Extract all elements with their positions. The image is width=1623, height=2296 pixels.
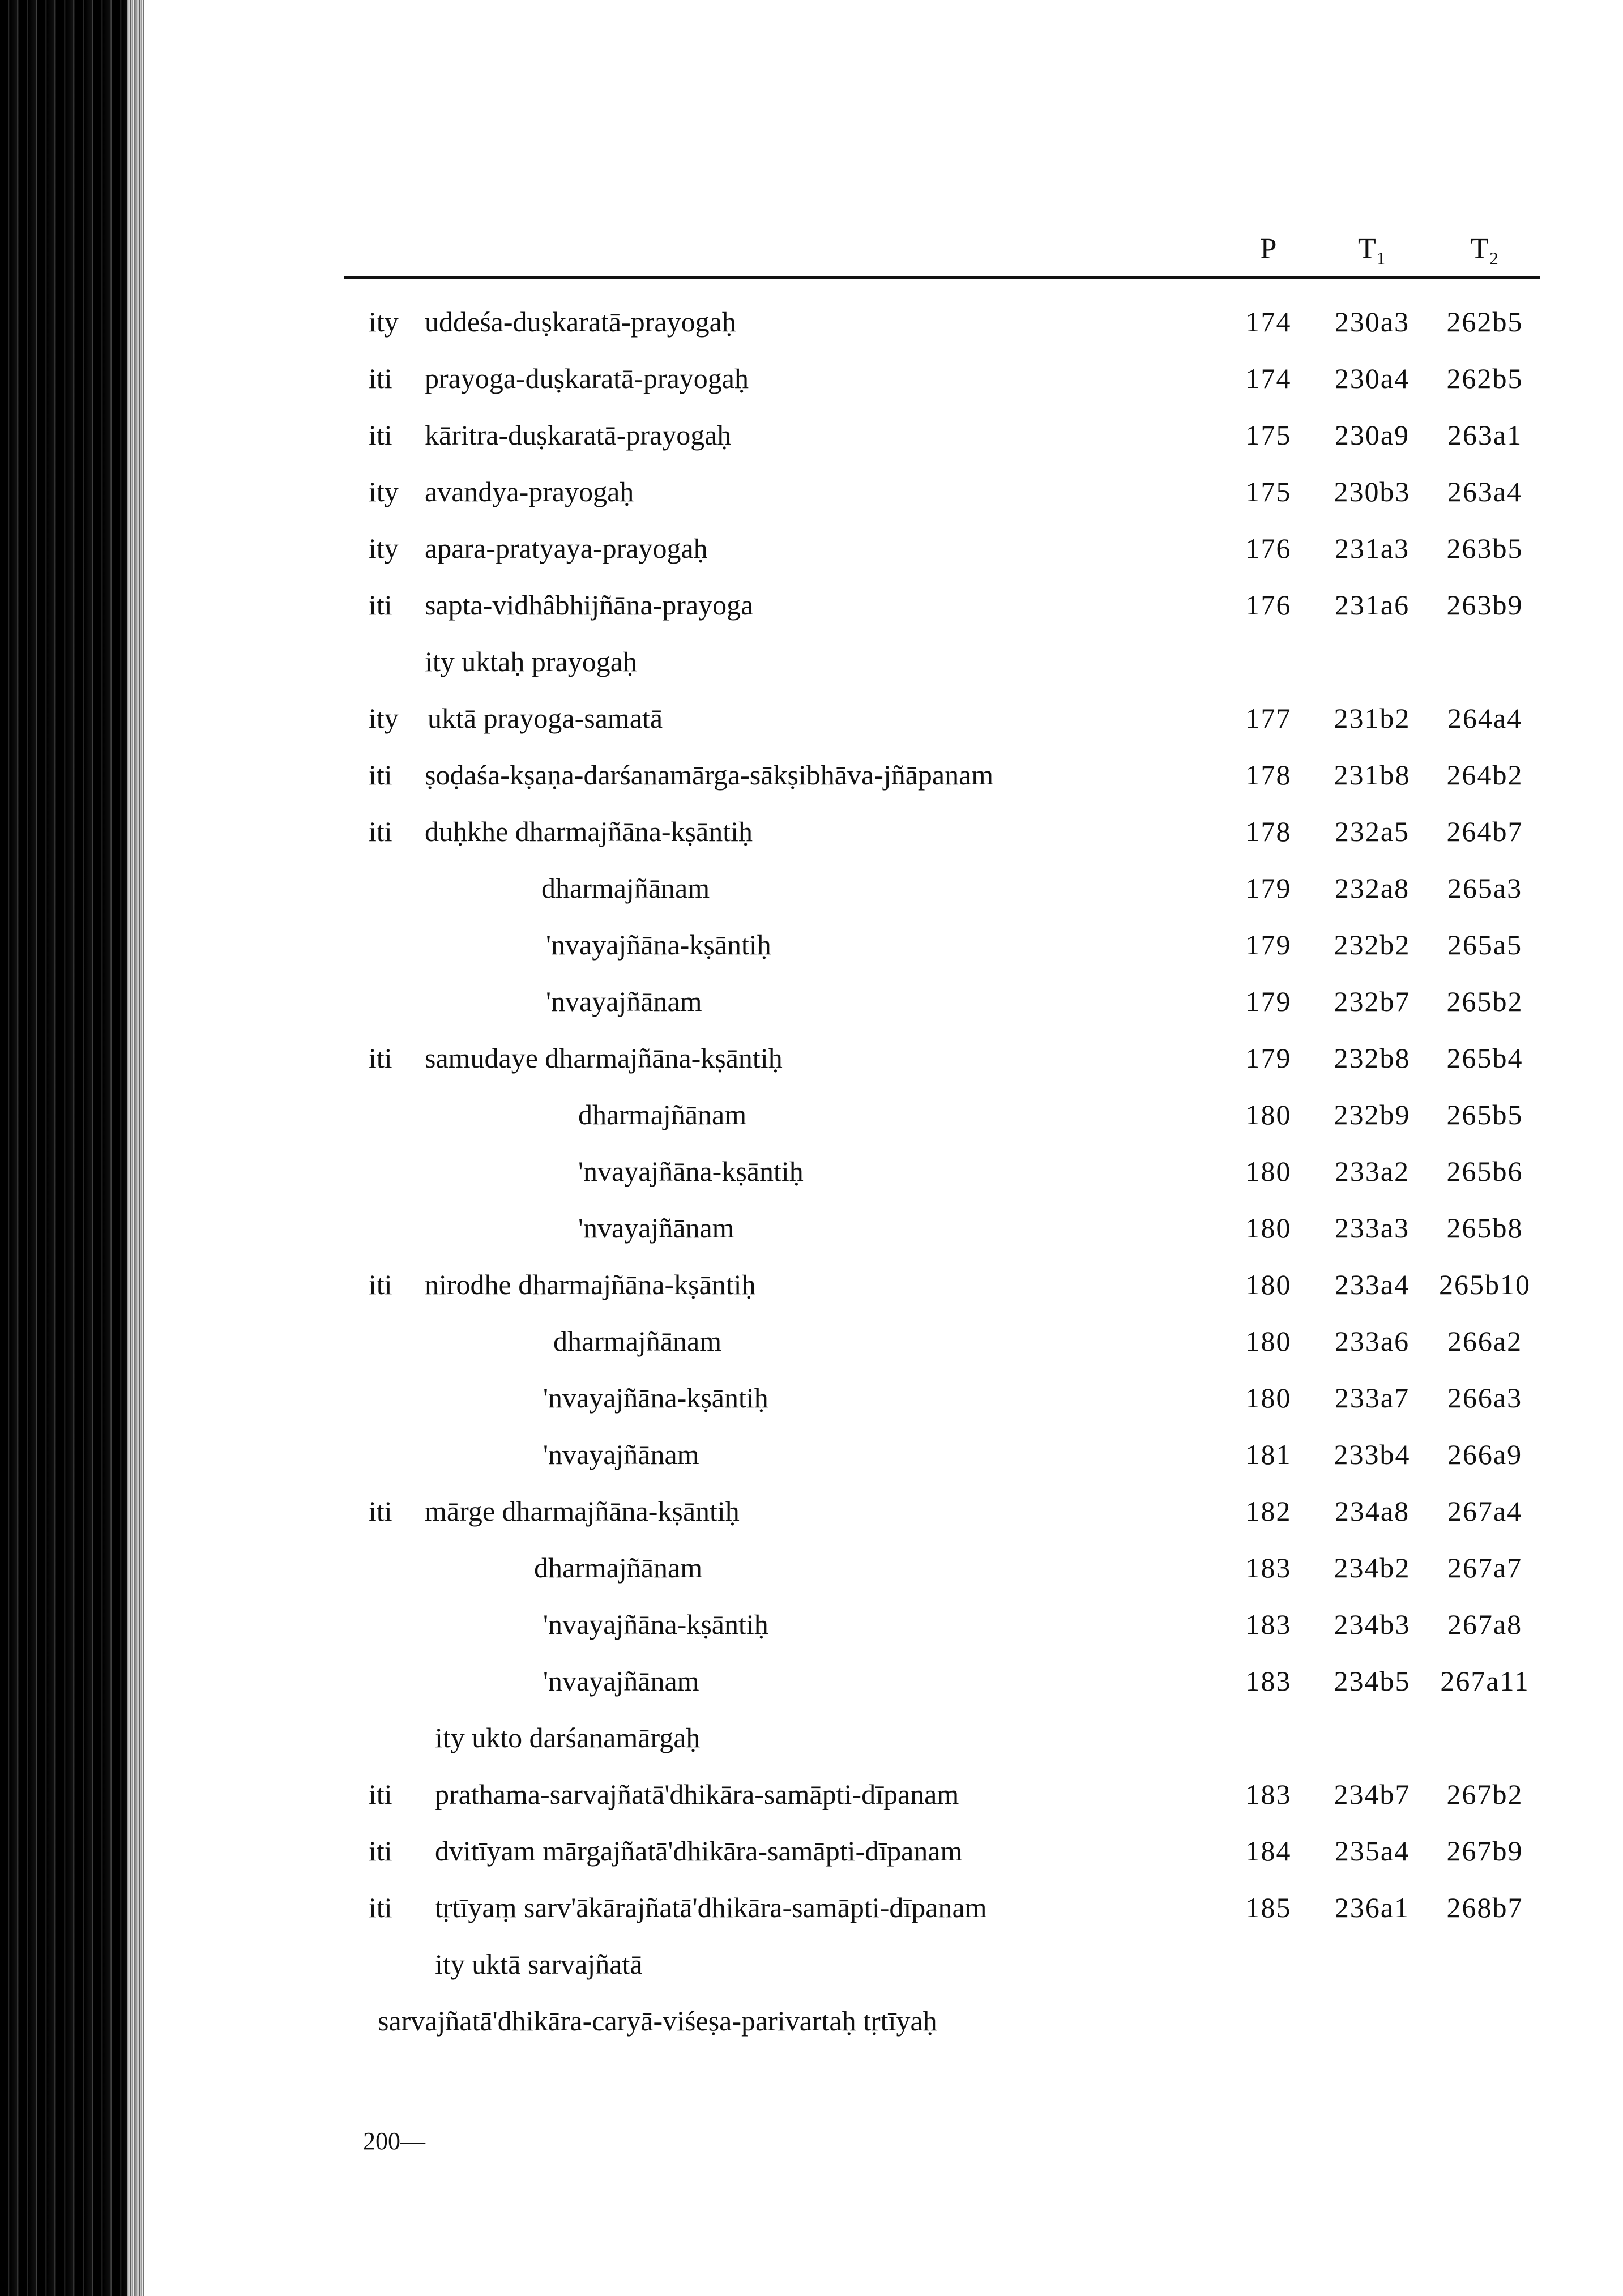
table-row xyxy=(0,1766,1623,1823)
row-t1-ref: 231b2 xyxy=(1334,702,1411,734)
row-t1-ref: 233a2 xyxy=(1334,1155,1410,1187)
row-text: kāritra-duṣkaratā-prayogaḥ xyxy=(425,419,732,451)
column-header-p: P xyxy=(1260,233,1277,265)
table-row xyxy=(0,520,1623,577)
row-t2-ref: 265b8 xyxy=(1446,1212,1523,1244)
table-row xyxy=(0,1369,1623,1426)
row-text: dvitīyam mārgajñatā'dhikāra-samāpti-dīpanam xyxy=(435,1835,963,1867)
row-text: ity uktā sarvajñatā xyxy=(435,1948,643,1980)
row-prefix: iti xyxy=(369,1835,392,1867)
row-p-page: 178 xyxy=(1245,816,1292,847)
row-prefix: iti xyxy=(369,419,392,451)
table-row xyxy=(0,1992,1623,2049)
row-p-page: 183 xyxy=(1245,1608,1292,1640)
row-text: dharmajñānam xyxy=(534,1552,703,1584)
row-prefix: iti xyxy=(369,1892,392,1923)
row-t1-ref: 232a5 xyxy=(1334,816,1410,847)
row-text: avandya-prayogaḥ xyxy=(425,476,634,507)
column-header-t2: T₂ xyxy=(1471,233,1499,265)
row-t1-ref: 235a4 xyxy=(1334,1835,1410,1867)
row-text: samudaye dharmajñāna-kṣāntiḥ xyxy=(425,1042,783,1074)
row-prefix: iti xyxy=(369,1042,392,1074)
row-t2-ref: 265b5 xyxy=(1446,1099,1523,1130)
row-t1-ref: 234b5 xyxy=(1334,1665,1411,1697)
row-t2-ref: 267a4 xyxy=(1447,1495,1523,1527)
row-p-page: 178 xyxy=(1245,759,1292,791)
row-text: 'nvayajñāna-kṣāntiḥ xyxy=(546,929,771,961)
table-row xyxy=(0,1313,1623,1369)
row-p-page: 180 xyxy=(1245,1155,1292,1187)
row-p-page: 184 xyxy=(1245,1835,1292,1867)
row-text: 'nvayajñānam xyxy=(543,1439,699,1470)
row-t2-ref: 263b9 xyxy=(1446,589,1523,621)
row-t1-ref: 231a3 xyxy=(1334,532,1410,564)
row-t2-ref: 264b2 xyxy=(1446,759,1523,791)
row-t2-ref: 262b5 xyxy=(1446,306,1523,338)
row-t1-ref: 233b4 xyxy=(1334,1439,1411,1470)
row-t2-ref: 262b5 xyxy=(1446,362,1523,394)
row-p-page: 174 xyxy=(1245,306,1292,338)
row-p-page: 175 xyxy=(1245,476,1292,507)
row-t1-ref: 232b7 xyxy=(1334,985,1411,1017)
row-text: prayoga-duṣkaratā-prayogaḥ xyxy=(425,362,749,394)
row-t2-ref: 263a1 xyxy=(1447,419,1523,451)
row-t2-ref: 266a2 xyxy=(1447,1325,1523,1357)
row-t2-ref: 268b7 xyxy=(1446,1892,1523,1923)
row-t1-ref: 231a6 xyxy=(1334,589,1410,621)
row-p-page: 185 xyxy=(1245,1892,1292,1923)
row-t1-ref: 232b2 xyxy=(1334,929,1411,961)
row-text: mārge dharmajñāna-kṣāntiḥ xyxy=(425,1495,740,1527)
table-row xyxy=(0,1823,1623,1879)
row-t1-ref: 230a3 xyxy=(1334,306,1410,338)
table-row xyxy=(0,293,1623,350)
row-t1-ref: 236a1 xyxy=(1334,1892,1410,1923)
row-text: ṣoḍaśa-kṣaṇa-darśanamārga-sākṣibhāva-jñāpanam xyxy=(425,759,994,791)
row-t2-ref: 264b7 xyxy=(1446,816,1523,847)
table-row xyxy=(0,577,1623,633)
row-prefix: iti xyxy=(369,759,392,791)
row-text: apara-pratyaya-prayogaḥ xyxy=(425,532,708,564)
row-text: prathama-sarvajñatā'dhikāra-samāpti-dīpanam xyxy=(435,1778,959,1810)
row-t1-ref: 233a4 xyxy=(1334,1269,1410,1300)
table-row xyxy=(0,1426,1623,1483)
row-t2-ref: 267a7 xyxy=(1447,1552,1523,1584)
row-t1-ref: 234b3 xyxy=(1334,1608,1411,1640)
row-p-page: 174 xyxy=(1245,362,1292,394)
table-row xyxy=(0,1653,1623,1709)
row-p-page: 179 xyxy=(1245,872,1292,904)
row-t1-ref: 231b8 xyxy=(1334,759,1411,791)
row-text: 'nvayajñānam xyxy=(546,985,702,1017)
row-text: 'nvayajñāna-kṣāntiḥ xyxy=(578,1155,804,1187)
page-number: 200— xyxy=(363,2127,425,2155)
row-text: nirodhe dharmajñāna-kṣāntiḥ xyxy=(425,1269,756,1300)
row-t1-ref: 230b3 xyxy=(1334,476,1411,507)
row-t1-ref: 232b8 xyxy=(1334,1042,1411,1074)
table-row xyxy=(0,1200,1623,1256)
table-row xyxy=(0,1596,1623,1653)
table-row xyxy=(0,1709,1623,1766)
row-p-page: 180 xyxy=(1245,1099,1292,1130)
row-t2-ref: 267b2 xyxy=(1446,1778,1523,1810)
table-row xyxy=(0,803,1623,860)
row-p-page: 177 xyxy=(1245,702,1292,734)
row-text: dharmajñānam xyxy=(553,1325,722,1357)
row-text: dharmajñānam xyxy=(578,1099,747,1130)
table-row xyxy=(0,463,1623,520)
row-p-page: 180 xyxy=(1245,1212,1292,1244)
row-p-page: 183 xyxy=(1245,1552,1292,1584)
row-t2-ref: 265b2 xyxy=(1446,985,1523,1017)
table-row xyxy=(0,1936,1623,1992)
table-row xyxy=(0,633,1623,690)
row-t2-ref: 265b6 xyxy=(1446,1155,1523,1187)
row-prefix: iti xyxy=(369,362,392,394)
table-row xyxy=(0,973,1623,1030)
row-t1-ref: 232b9 xyxy=(1334,1099,1411,1130)
row-p-page: 176 xyxy=(1245,532,1292,564)
row-t2-ref: 265a5 xyxy=(1447,929,1523,961)
row-text: uktā prayoga-samatā xyxy=(428,702,663,734)
row-t2-ref: 263b5 xyxy=(1446,532,1523,564)
table-row xyxy=(0,746,1623,803)
row-t2-ref: 266a9 xyxy=(1447,1439,1523,1470)
table-row xyxy=(0,916,1623,973)
row-text: dharmajñānam xyxy=(541,872,710,904)
row-text: 'nvayajñānam xyxy=(543,1665,699,1697)
row-t1-ref: 234a8 xyxy=(1334,1495,1410,1527)
row-t1-ref: 233a3 xyxy=(1334,1212,1410,1244)
row-t2-ref: 263a4 xyxy=(1447,476,1523,507)
row-p-page: 180 xyxy=(1245,1382,1292,1414)
table-row xyxy=(0,1086,1623,1143)
row-p-page: 179 xyxy=(1245,985,1292,1017)
table-row xyxy=(0,1256,1623,1313)
row-t2-ref: 267a8 xyxy=(1447,1608,1523,1640)
row-prefix: ity xyxy=(369,702,399,734)
row-t1-ref: 233a7 xyxy=(1334,1382,1410,1414)
table-row xyxy=(0,860,1623,916)
row-t2-ref: 265b4 xyxy=(1446,1042,1523,1074)
table-row xyxy=(0,1483,1623,1539)
row-prefix: iti xyxy=(369,816,392,847)
row-text: ity uktaḥ prayogaḥ xyxy=(425,646,637,677)
row-prefix: iti xyxy=(369,1778,392,1810)
row-t2-ref: 265a3 xyxy=(1447,872,1523,904)
row-p-page: 175 xyxy=(1245,419,1292,451)
row-text: duḥkhe dharmajñāna-kṣāntiḥ xyxy=(425,816,753,847)
row-t1-ref: 233a6 xyxy=(1334,1325,1410,1357)
row-p-page: 179 xyxy=(1245,929,1292,961)
row-prefix: ity xyxy=(369,476,399,507)
row-t1-ref: 230a9 xyxy=(1334,419,1410,451)
table-row xyxy=(0,1879,1623,1936)
row-t1-ref: 232a8 xyxy=(1334,872,1410,904)
row-prefix: ity xyxy=(369,532,399,564)
row-t2-ref: 267a11 xyxy=(1440,1665,1530,1697)
row-text: 'nvayajñāna-kṣāntiḥ xyxy=(543,1382,768,1414)
row-t2-ref: 264a4 xyxy=(1447,702,1523,734)
row-p-page: 183 xyxy=(1245,1778,1292,1810)
row-text: sarvajñatā'dhikāra-caryā-viśeṣa-parivartaḥ tṛtīyaḥ xyxy=(378,2005,937,2037)
row-text: 'nvayajñāna-kṣāntiḥ xyxy=(543,1608,768,1640)
row-t1-ref: 234b7 xyxy=(1334,1778,1411,1810)
header-rule xyxy=(344,276,1540,279)
row-text: ity ukto darśanamārgaḥ xyxy=(435,1722,701,1753)
table-row xyxy=(0,350,1623,407)
row-prefix: iti xyxy=(369,1269,392,1300)
row-t2-ref: 265b10 xyxy=(1439,1269,1531,1300)
column-header-t1: T₁ xyxy=(1358,233,1386,265)
row-text: uddeśa-duṣkaratā-prayogaḥ xyxy=(425,306,736,338)
table-row xyxy=(0,1030,1623,1086)
table-row xyxy=(0,1143,1623,1200)
row-text: sapta-vidhâbhijñāna-prayoga xyxy=(425,589,754,621)
row-text: tṛtīyaṃ sarv'ākārajñatā'dhikāra-samāpti-dīpanam xyxy=(435,1892,987,1923)
row-prefix: ity xyxy=(369,306,399,338)
row-text: 'nvayajñānam xyxy=(578,1212,734,1244)
row-prefix: iti xyxy=(369,1495,392,1527)
row-p-page: 180 xyxy=(1245,1325,1292,1357)
row-t1-ref: 234b2 xyxy=(1334,1552,1411,1584)
row-p-page: 181 xyxy=(1245,1439,1292,1470)
row-p-page: 183 xyxy=(1245,1665,1292,1697)
table-row xyxy=(0,407,1623,463)
table-row xyxy=(0,1539,1623,1596)
row-t1-ref: 230a4 xyxy=(1334,362,1410,394)
row-t2-ref: 267b9 xyxy=(1446,1835,1523,1867)
row-t2-ref: 266a3 xyxy=(1447,1382,1523,1414)
row-p-page: 182 xyxy=(1245,1495,1292,1527)
row-p-page: 180 xyxy=(1245,1269,1292,1300)
table-row xyxy=(0,690,1623,746)
row-prefix: iti xyxy=(369,589,392,621)
row-p-page: 179 xyxy=(1245,1042,1292,1074)
row-p-page: 176 xyxy=(1245,589,1292,621)
